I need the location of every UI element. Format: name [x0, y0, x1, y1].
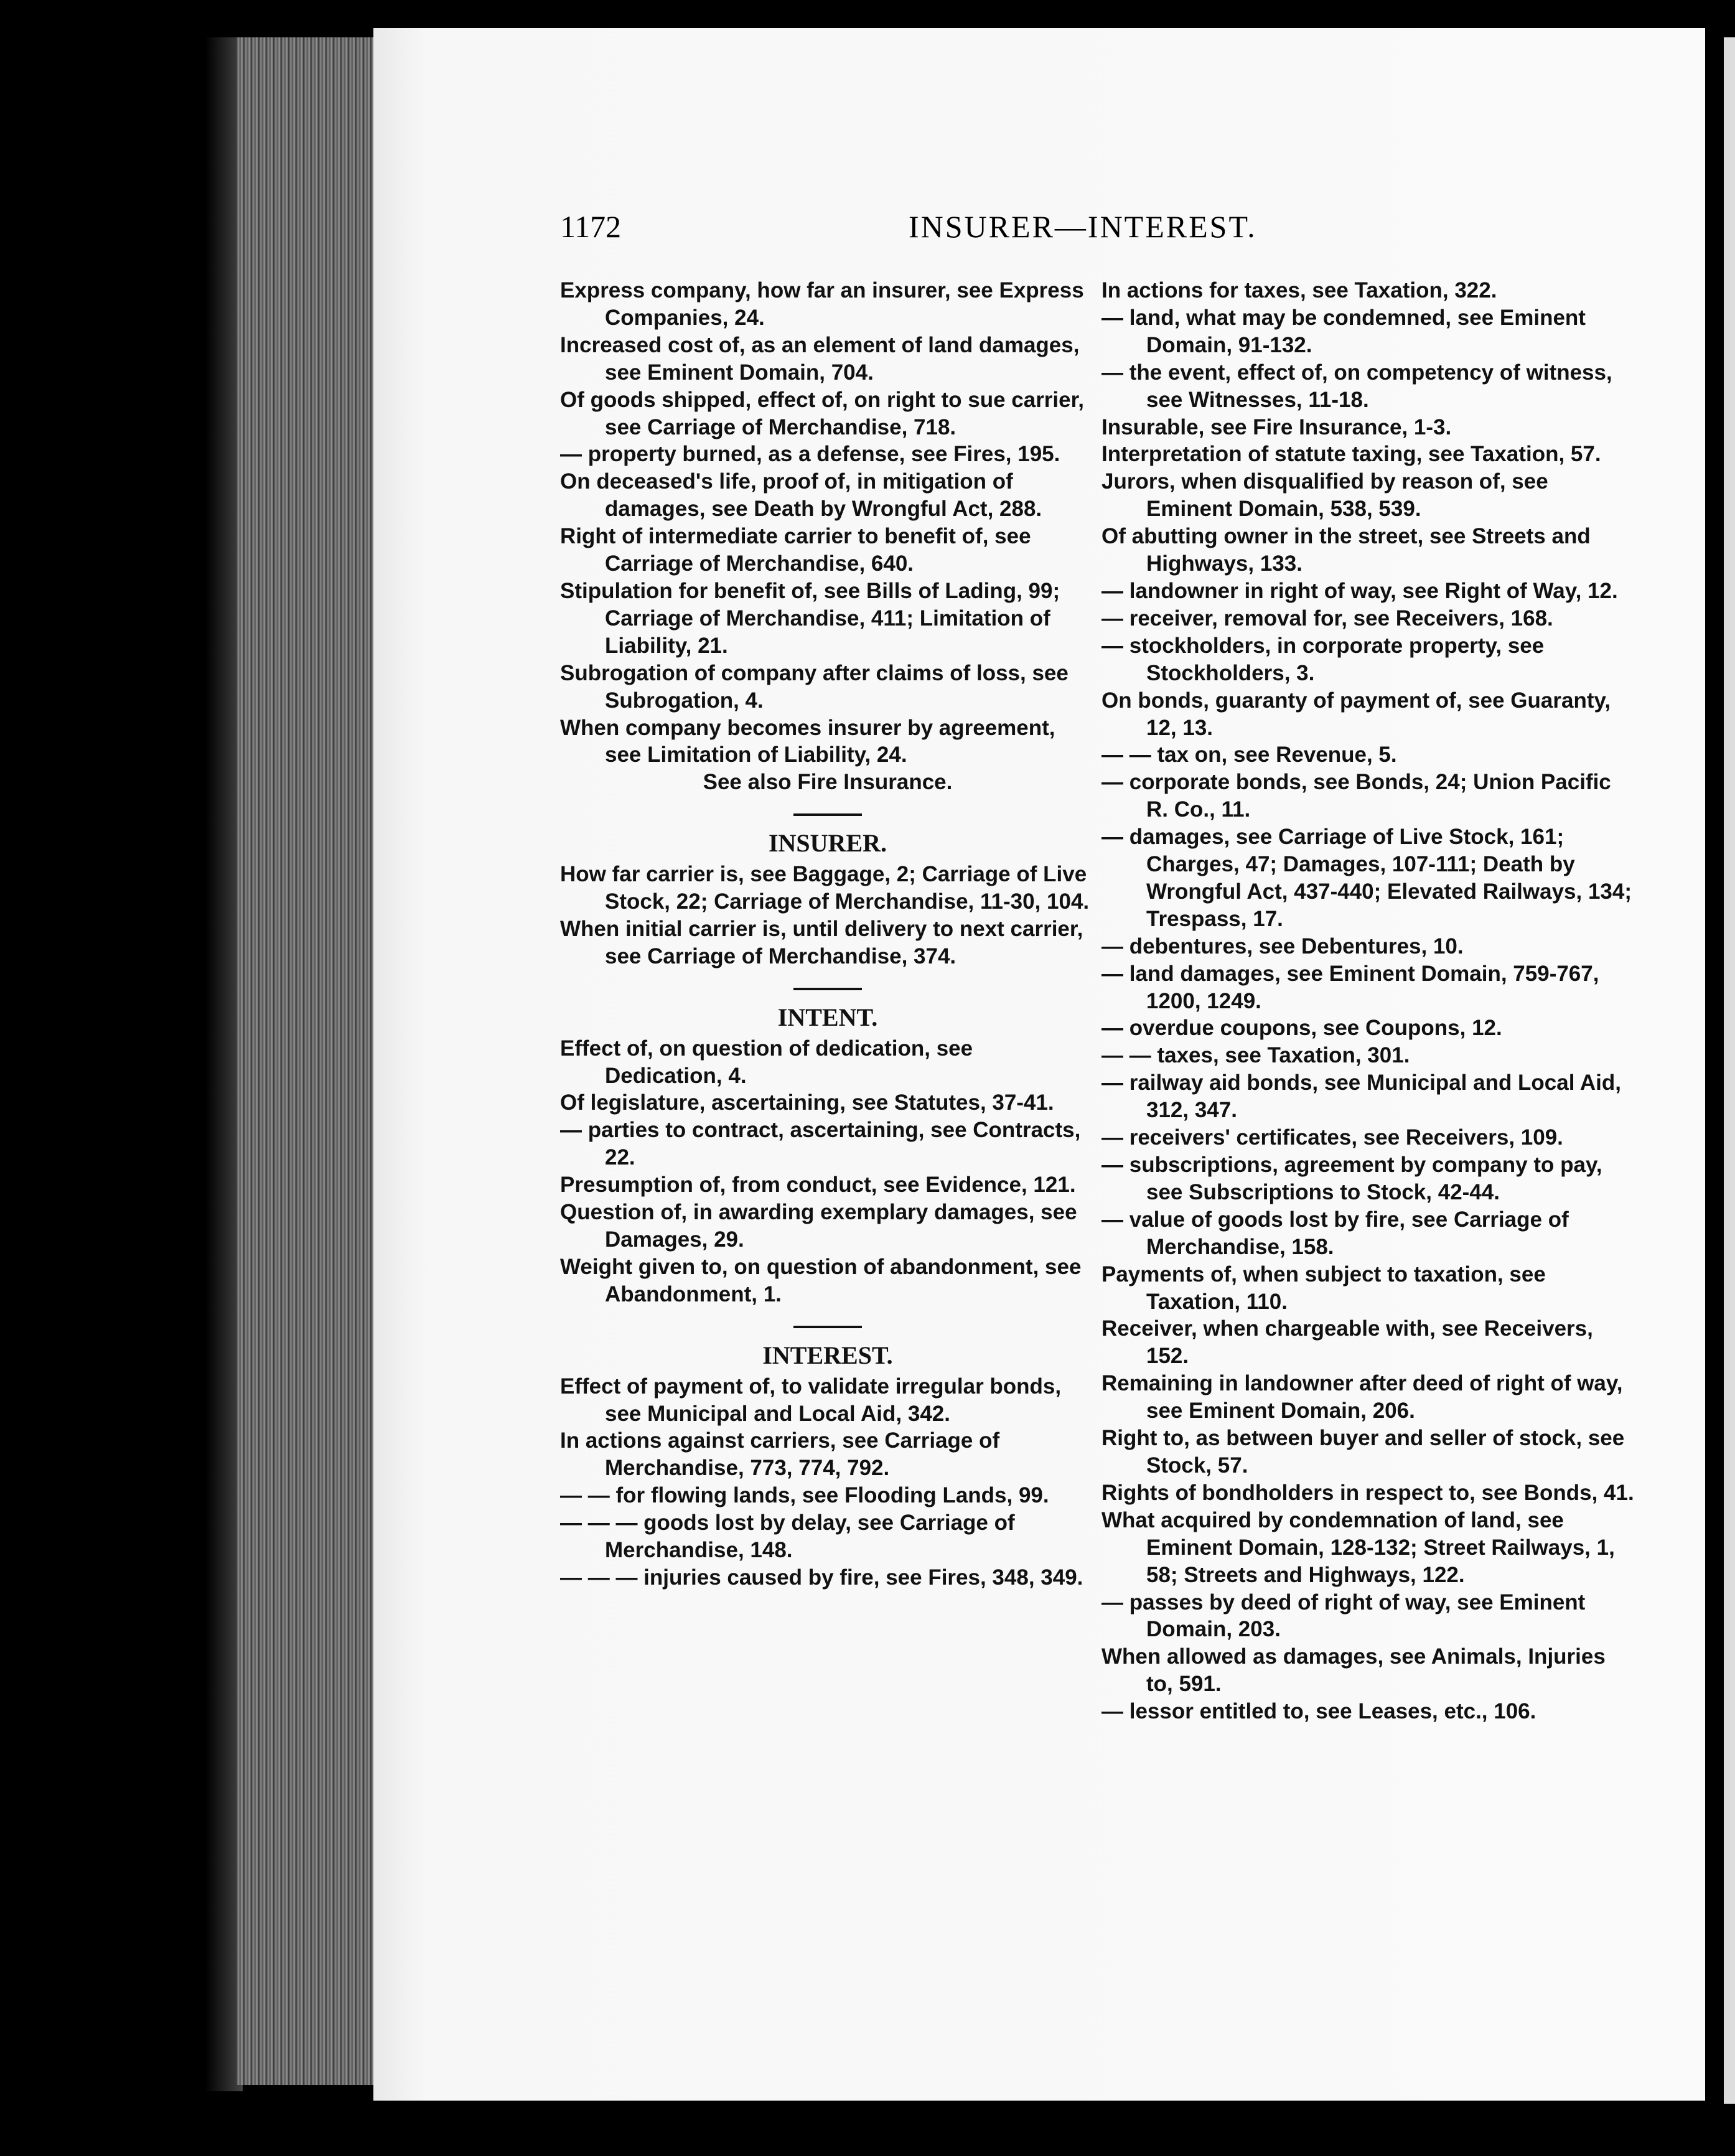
index-entry: Right to, as between buyer and seller of stock, see Stock, 57. [1101, 1426, 1625, 1478]
index-entry: — — for flowing lands, see Flooding Lands, 99. [560, 1483, 1049, 1508]
index-entry: Of legislature, ascertaining, see Statutes, 37-41. [560, 1090, 1054, 1115]
index-entry: — lessor entitled to, see Leases, etc., 106. [1101, 1699, 1536, 1724]
index-entry: Insurable, see Fire Insurance, 1-3. [1101, 415, 1452, 439]
section-heading-insurer: INSURER. [768, 829, 887, 858]
index-entry: — stockholders, in corporate property, see Stockholders, 3. [1101, 633, 1545, 685]
running-header [373, 196, 1705, 252]
index-entry: Of abutting owner in the street, see Streets and Highways, 133. [1101, 524, 1591, 576]
index-entry: — corporate bonds, see Bonds, 24; Union Pacific R. Co., 11. [1101, 770, 1611, 822]
index-entry: Jurors, when disqualified by reason of, see Eminent Domain, 538, 539. [1101, 469, 1548, 522]
index-entry: — — — goods lost by delay, see Carriage of Merchandise, 148. [560, 1511, 1015, 1563]
index-entry: — passes by deed of right of way, see Eminent Domain, 203. [1101, 1590, 1586, 1642]
section-heading-intent: INTENT. [777, 1003, 878, 1031]
index-entry: Stipulation for benefit of, see Bills of Lading, 99; Carriage of Merchandise, 411; Limitation of Liability, 21. [560, 578, 1060, 658]
index-entry: — railway aid bonds, see Municipal and Local Aid, 312, 347. [1101, 1071, 1621, 1123]
index-entry: Presumption of, from conduct, see Evidence, 121. [560, 1173, 1076, 1198]
section-divider [793, 813, 862, 816]
index-entry: — receiver, removal for, see Receivers, 168. [1101, 606, 1553, 630]
index-entry: — — taxes, see Taxation, 301. [1101, 1043, 1410, 1068]
index-entry: Weight given to, on question of abandonment, see Abandonment, 1. [560, 1254, 1082, 1306]
index-entry: — parties to contract, ascertaining, see Contracts, 22. [560, 1118, 1081, 1170]
index-entry: Remaining in landowner after deed of right of way, see Eminent Domain, 206. [1101, 1371, 1623, 1423]
index-entry: — debentures, see Debentures, 10. [1101, 934, 1464, 958]
index-entry: — overdue coupons, see Coupons, 12. [1101, 1016, 1502, 1041]
index-entry: Rights of bondholders in respect to, see Bonds, 41. [1101, 1480, 1634, 1505]
index-entry: — value of goods lost by fire, see Carriage of Merchandise, 158. [1101, 1207, 1569, 1259]
index-entry: Of goods shipped, effect of, on right to sue carrier, see Carriage of Merchandise, 718. [560, 387, 1085, 439]
index-entry: — the event, effect of, on competency of witness, see Witnesses, 11-18. [1101, 360, 1612, 412]
index-entry: — property burned, as a defense, see Fires, 195. [560, 442, 1060, 467]
index-entry: Receiver, when chargeable with, see Receivers, 152. [1101, 1316, 1593, 1369]
index-entry: In actions against carriers, see Carriage of Merchandise, 773, 774, 792. [560, 1428, 1000, 1481]
index-entry: — land, what may be condemned, see Eminent Domain, 91-132. [1101, 305, 1586, 357]
index-entry: In actions for taxes, see Taxation, 322. [1101, 278, 1497, 302]
page-title: INSURER—INTEREST. [909, 209, 1257, 244]
page-edges [236, 37, 392, 2085]
index-entry: On bonds, guaranty of payment of, see Guaranty, 12, 13. [1101, 688, 1611, 740]
index-entry: On deceased's life, proof of, in mitigation of damages, see Death by Wrongful Act, 288. [560, 469, 1042, 522]
index-entry: When allowed as damages, see Animals, Injuries to, 591. [1101, 1644, 1606, 1697]
see-also: See also Fire Insurance. [703, 770, 953, 795]
intro-entries [560, 277, 1095, 796]
index-entry: Increased cost of, as an element of land damages, see Eminent Domain, 704. [560, 332, 1080, 385]
index-entry: Express company, how far an insurer, see Express Companies, 24. [560, 278, 1084, 330]
index-entry: — damages, see Carriage of Live Stock, 161; Charges, 47; Damages, 107-111; Death by Wrongful Act, 437-440; Elevated Railways, 134; Trespass, 17. [1101, 825, 1632, 931]
section-heading-interest: INTEREST. [762, 1341, 893, 1369]
index-entry: — — — injuries caused by fire, see Fires, 348, 349. [560, 1565, 1083, 1590]
next-page-edge [1724, 37, 1735, 2104]
index-entry: Effect of, on question of dedication, see Dedication, 4. [560, 1036, 973, 1088]
index-entry: Subrogation of company after claims of loss, see Subrogation, 4. [560, 660, 1069, 713]
index-entry: What acquired by condemnation of land, see Eminent Domain, 128-132; Street Railways, 1, 58; Streets and Highways, 122. [1101, 1507, 1615, 1587]
index-entry: — — tax on, see Revenue, 5. [1101, 743, 1397, 767]
index-entry: Effect of payment of, to validate irregular bonds, see Municipal and Local Aid, 342. [560, 1374, 1062, 1426]
index-entry: — land damages, see Eminent Domain, 759-767, 1200, 1249. [1101, 961, 1599, 1013]
left-column [560, 277, 1095, 1591]
right-column [1101, 277, 1637, 1725]
index-entry: — receivers' certificates, see Receivers, 109. [1101, 1125, 1563, 1150]
book-page [373, 28, 1705, 2101]
index-entry: — subscriptions, agreement by company to pay, see Subscriptions to Stock, 42-44. [1101, 1153, 1602, 1204]
index-entry: When initial carrier is, until delivery to next carrier, see Carriage of Merchandise, 374. [560, 916, 1083, 968]
index-entry: How far carrier is, see Baggage, 2; Carriage of Live Stock, 22; Carriage of Merchandise, 11-30, 104. [560, 862, 1090, 914]
index-entry: Interpretation of statute taxing, see Taxation, 57. [1101, 442, 1601, 467]
page-number: 1172 [560, 209, 622, 244]
section-divider [793, 1326, 862, 1328]
index-entry: Payments of, when subject to taxation, see Taxation, 110. [1101, 1262, 1546, 1314]
section-divider [793, 988, 862, 990]
index-entry: Right of intermediate carrier to benefit of, see Carriage of Merchandise, 640. [560, 524, 1031, 576]
index-entry: When company becomes insurer by agreement, see Limitation of Liability, 24. [560, 715, 1055, 767]
index-entry: — landowner in right of way, see Right of Way, 12. [1101, 578, 1618, 603]
index-entry: Question of, in awarding exemplary damages, see Damages, 29. [560, 1200, 1077, 1252]
